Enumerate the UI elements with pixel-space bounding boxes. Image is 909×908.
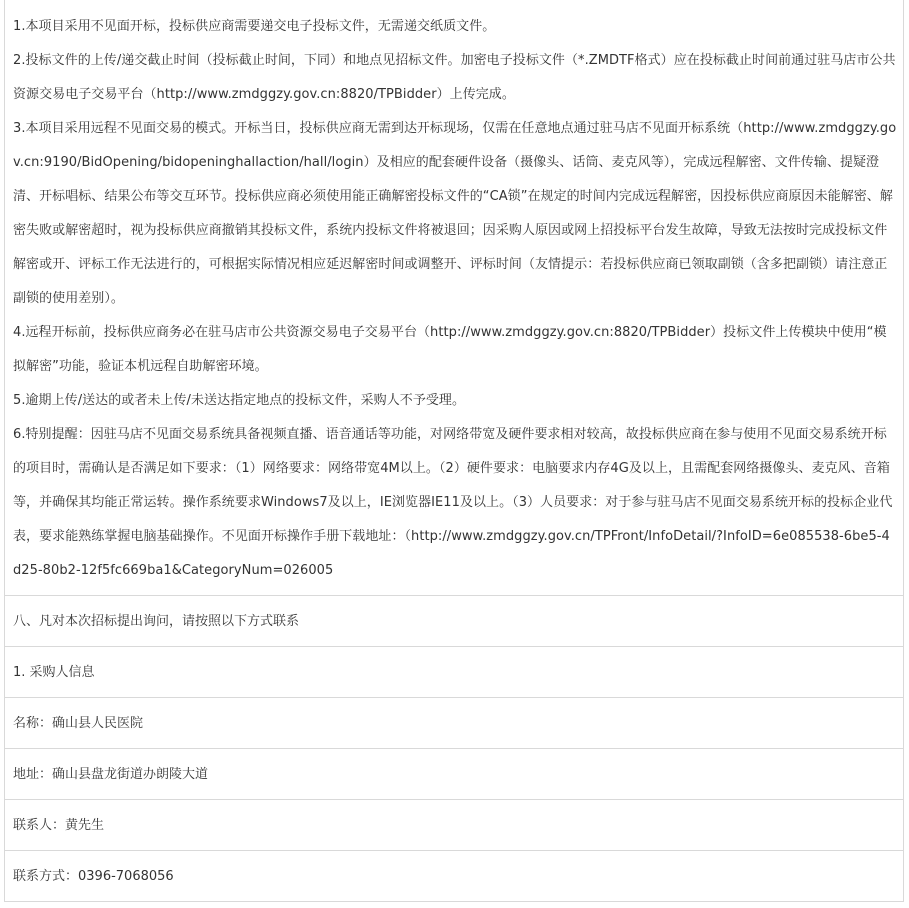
purchaser-address: 地址：确山县盘龙街道办朗陵大道 [5,749,903,800]
announcement-table [4,0,904,902]
purchaser-name: 名称：确山县人民医院 [5,698,903,749]
notice-paragraph-5: 5.逾期上传/送达的或者未上传/未送达指定地点的投标文件，采购人不予受理。 [13,393,466,408]
contact-section-title: 八、凡对本次招标提出询问，请按照以下方式联系 [5,596,903,647]
notice-paragraph-3: 3.本项目采用远程不见面交易的模式。开标当日，投标供应商无需到达开标现场，仅需在任意地点通过驻马店不见面开标系统（http://www.zmdggzy.gov.cn:9190/BidOpening/bidopeninghallaction/hall/login）及相应的配套硬件设备（摄像头、话筒、麦克风等），完成远程解密、文件传输、提疑澄清、开标唱标、结果公布等交互环节。投标供应商必须使用能正确解密投标文件的“CA锁”在规定的时间内完成远程解密，因投标供应商原因未能解密、解密失败或解密超时，视为投标供应商撤销其投标文件，系统内投标文件将被退回；因采购人原因或网上招投标平台发生故障，导致无法按时完成投标文件解密或开、评标工作无法进行的，可根据实际情况相应延迟解密时间或调整开、评标时间（友情提示：若投标供应商已领取副锁（含多把副锁）请注意正副锁的使用差别）。 [13,121,897,306]
notice-paragraph-1: 1.本项目采用不见面开标，投标供应商需要递交电子投标文件，无需递交纸质文件。 [13,19,496,34]
notice-paragraph-2: 2.投标文件的上传/递交截止时间（投标截止时间，下同）和地点见招标文件。加密电子投标文件（*.ZMDTF格式）应在投标截止时间前通过驻马店市公共资源交易电子交易平台（http://www.zmdggzy.gov.cn:8820/TPBidder）上传完成。 [13,53,896,102]
contact-person: 联系人：黄先生 [5,800,903,851]
contact-phone: 联系方式：0396-7068056 [5,851,903,902]
purchaser-info-header: 1. 采购人信息 [5,647,903,698]
notice-paragraph-4: 4.远程开标前，投标供应商务必在驻马店市公共资源交易电子交易平台（http://www.zmdggzy.gov.cn:8820/TPBidder）投标文件上传模块中使用“模拟解密”功能，验证本机远程自助解密环境。 [13,325,887,374]
notice-paragraph-6: 6.特别提醒：因驻马店不见面交易系统具备视频直播、语音通话等功能，对网络带宽及硬件要求相对较高，故投标供应商在参与使用不见面交易系统开标的项目时，需确认是否满足如下要求：（1）网络要求：网络带宽4M以上。（2）硬件要求：电脑要求内存4G及以上，且需配套网络摄像头、麦克风、音箱等，并确保其均能正常运转。操作系统要求Windows7及以上，IE浏览器IE11及以上。（3）人员要求：对于参与驻马店不见面交易系统开标的投标企业代表，要求能熟练掌握电脑基础操作。不见面开标操作手册下载地址：（http://www.zmdggzy.gov.cn/TPFront/InfoDetail/?InfoID=6e085538-6be5-4d25-80b2-12f5fc669ba1&CategoryNum=026005 [13,427,893,578]
bid-notice-cell [5,0,903,596]
